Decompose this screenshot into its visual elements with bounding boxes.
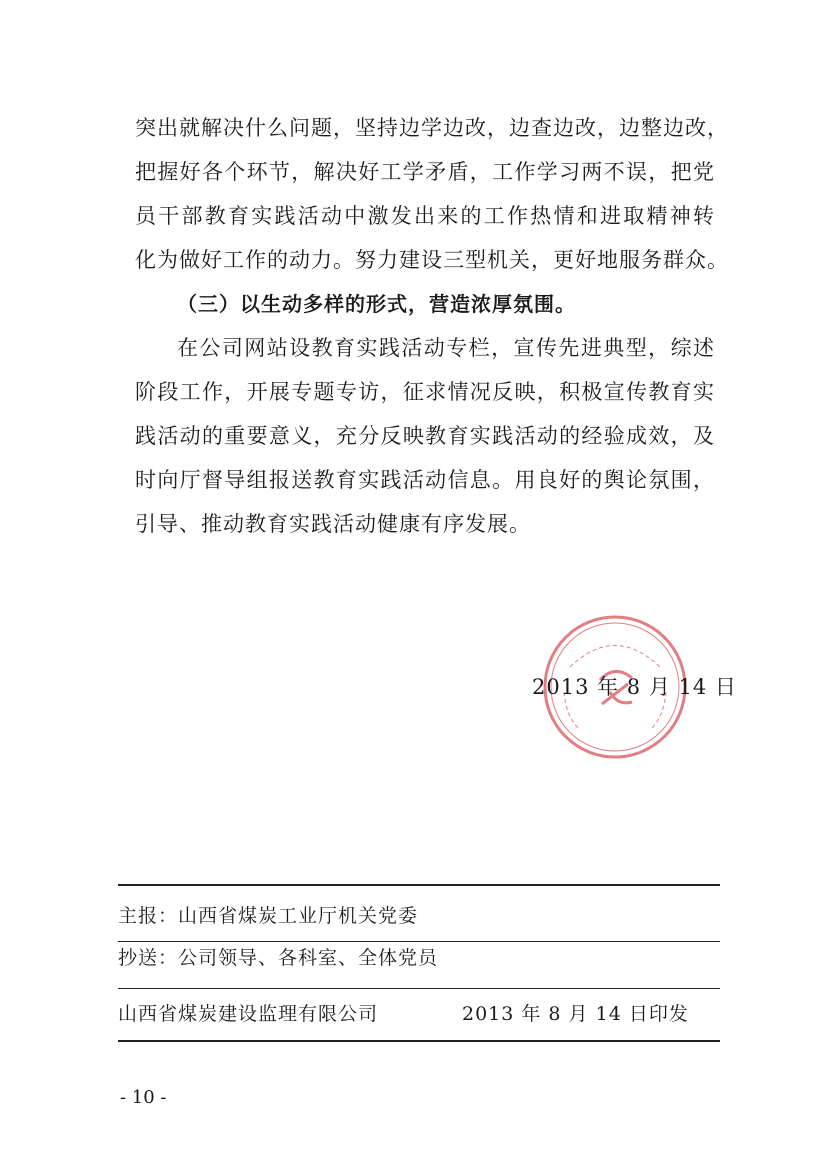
text-line: 践活动的重要意义，充分反映教育实践活动的经验成效，及 [135,424,715,448]
text-line: 阶段工作，开展专题专访，征求情况反映，积极宣传教育实 [135,380,715,404]
body-paragraph-continued [135,106,729,282]
report-to-line: 主报：山西省煤炭工业厅机关党委 [118,905,419,927]
text-line: 员干部教育实践活动中激发出来的工作热情和进取精神转 [135,204,715,228]
footer-divider-rule [118,988,720,989]
issuer-name: 山西省煤炭建设监理有限公司 [118,1003,379,1025]
footer-top-rule [118,884,720,886]
text-line: 化为做好工作的动力。努力建设三型机关，更好地服务群众。 [135,248,729,272]
body-paragraph [135,326,715,546]
heading-text: （三）以生动多样的形式，营造浓厚氛围。 [177,292,576,316]
text-line: 在公司网站设教育实践活动专栏，宣传先进典型，综述 [177,336,715,360]
section-heading [135,282,715,326]
cc-line: 抄送：公司领导、各科室、全体党员 [118,947,439,969]
text-line: 把握好各个环节，解决好工学矛盾，工作学习两不误，把党 [135,160,715,184]
text-line: 突出就解决什么问题，坚持边学边改，边查边改，边整边改， [135,116,729,140]
signature-date: 2013 年 8 月 14 日 [532,675,737,699]
text-line: 引导、推动教育实践活动健康有序发展。 [135,512,531,536]
text-line: 时向厅督导组报送教育实践活动信息。用良好的舆论氛围， [135,468,715,492]
issue-date: 2013 年 8 月 14 日印发 [462,1003,689,1025]
footer-bottom-rule [118,1040,720,1042]
page-number: - 10 - [120,1087,167,1108]
footer-mid-rule [118,941,720,942]
